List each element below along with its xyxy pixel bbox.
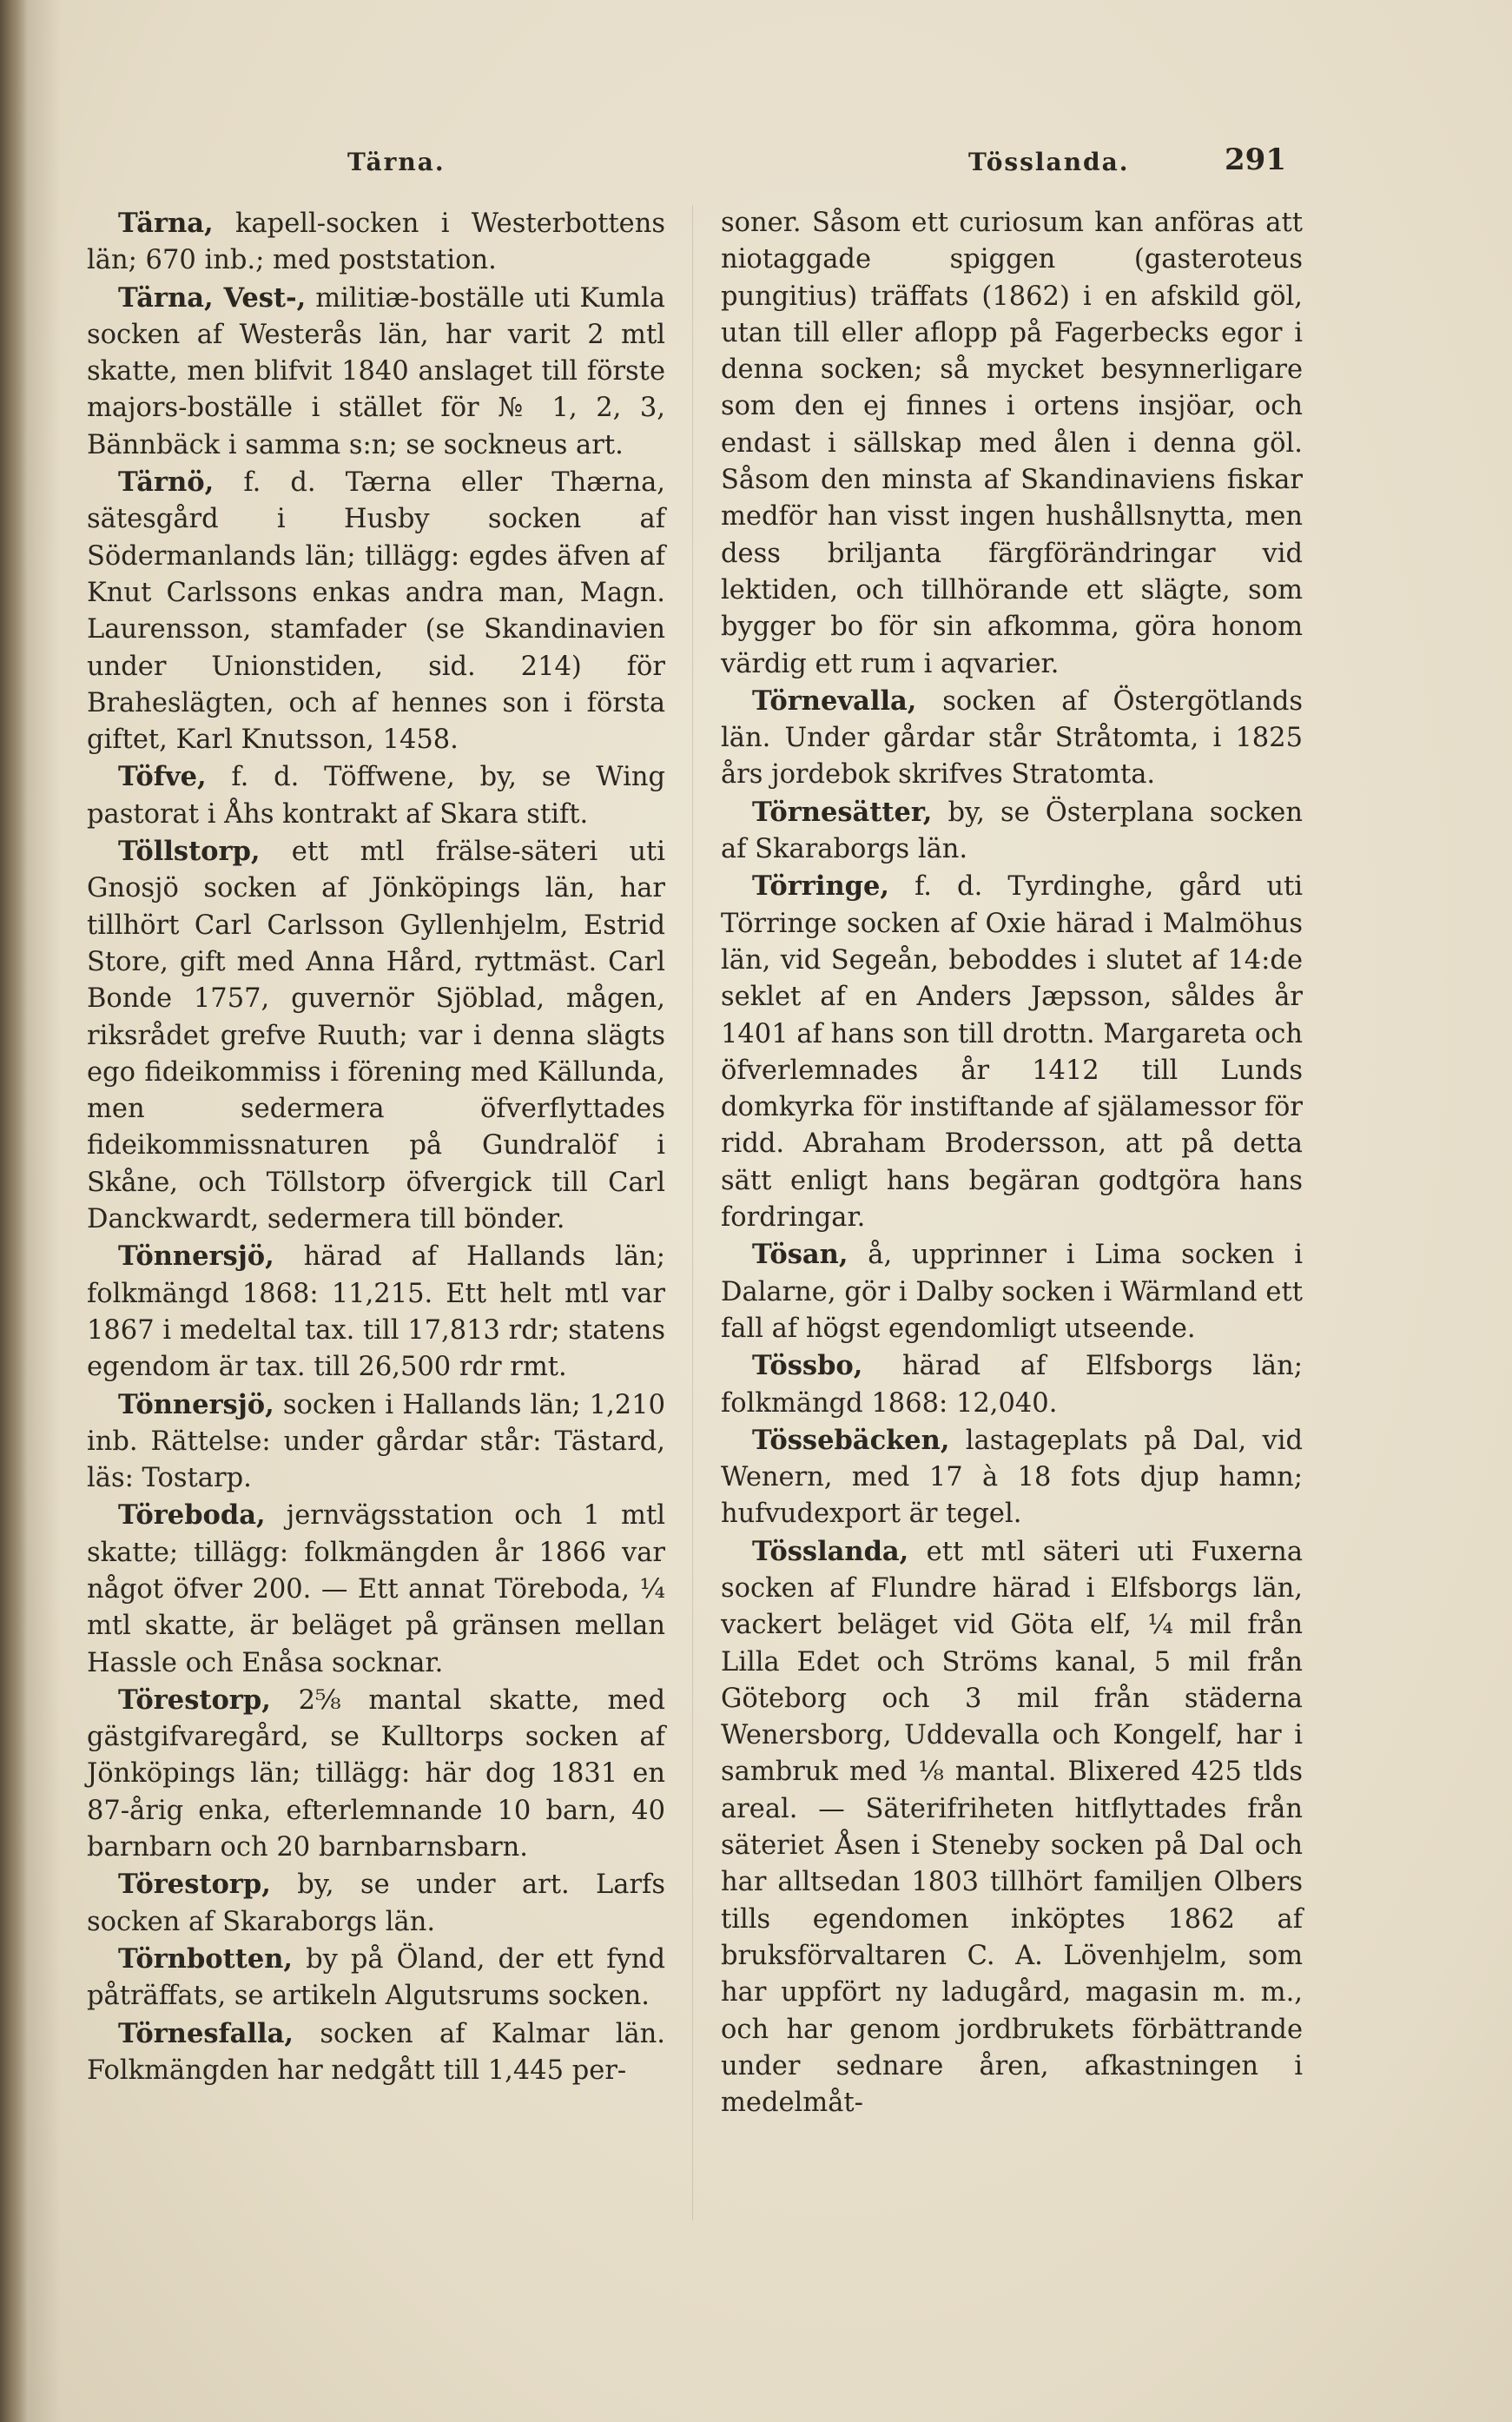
entry-text: by, se under art. Larfs socken af Skaraborgs län. xyxy=(87,1869,665,1937)
dictionary-entry xyxy=(721,868,1303,1236)
entry-headword: Töllstorp, xyxy=(118,836,261,868)
entry-text: lastageplats på Dal, vid Wenern, med 17 à 18 fots djup hamn; hufvudexport är tegel. xyxy=(721,1425,1303,1530)
entry-headword: Törringe, xyxy=(752,870,889,903)
entry-headword: Tössebäcken, xyxy=(752,1424,950,1456)
entry-headword: Töfve, xyxy=(118,761,207,793)
right-column xyxy=(721,205,1303,2121)
dictionary-entry xyxy=(87,280,665,464)
entry-text: ett mtl frälse-säteri uti Gnosjö socken af Jönköpings län, har tillhört Carl Carlsson Gyllenhjelm, Estrid Store, gift med Anna Hård, ryttmäst. Carl Bonde 1757, guvernör Sjöblad, mågen, riksrådet grefve Ruuth; var i denna slägts ego fideikommiss i förening med Källunda, men sedermera öfverflyttades fideikommissnaturen på Gundralöf i Skåne, och Töllstorp öfvergick till Carl Danckwardt, sedermera till bönder. xyxy=(87,837,665,1235)
dictionary-entry xyxy=(721,205,1303,683)
entry-text: by på Öland, der ett fynd påträffats, se artikeln Algutsrums socken. xyxy=(87,1943,665,2012)
dictionary-entry xyxy=(87,1386,665,1498)
dictionary-entry xyxy=(87,464,665,758)
entry-text: ett mtl säteri uti Fuxerna socken af Flundre härad i Elfsborgs län, vackert beläget vid Göta elf, ¹⁄₄ mil från Lilla Edet och Ströms kanal, 5 mil från Göteborg och 3 mil från städerna Wenersborg, Uddevalla och Kongelf, har i sambruk med ¹⁄₈ mantal. Blixered 425 tlds areal. — Säterifriheten hitflyttades från säteriet Åsen i Steneby socken på Dal och har alltsedan 1803 tillhört familjen Olbers tills egendomen inköptes 1862 af bruksförvaltaren C. A. Lövenhjelm, som har uppfört ny ladugård, magasin m. m., och har genom jordbrukets förbättrande under sednare åren, afkastningen i medelmåt- xyxy=(721,1536,1303,2119)
entry-text: socken af Östergötlands län. Under gårdar står Stråtomta, i 1825 års jordebok skrifves Stratomta. xyxy=(721,685,1303,791)
dictionary-entry xyxy=(87,205,665,280)
entry-text: f. d. Tærna eller Thærna, sätesgård i Husby socken af Södermanlands län; tillägg: egdes äfven af Knut Carlssons enkas andra man, Magn. Laurensson, stamfader (se Skandinavien under Unionstiden, sid. 214) för Braheslägten, och af hennes son i första giftet, Karl Knutsson, 1458. xyxy=(87,467,665,756)
page-number: 291 xyxy=(1225,142,1286,177)
entry-headword: Töreboda, xyxy=(118,1499,266,1532)
entry-text: å, upprinner i Lima socken i Dalarne, gör i Dalby socken i Wärmland ett fall af högst egendomligt utseende. xyxy=(721,1240,1303,1344)
entry-headword: Törnbotten, xyxy=(118,1942,294,1975)
dictionary-entry xyxy=(87,1682,665,1866)
entry-text: kapell-socken i Westerbottens län; 670 inb.; med poststation. xyxy=(87,208,665,276)
dictionary-entry xyxy=(721,683,1303,794)
entry-text: socken af Kalmar län. Folkmängden har nedgått till 1,445 per- xyxy=(87,2018,665,2086)
entry-headword: Tärna, xyxy=(118,208,214,239)
dictionary-entry xyxy=(721,1347,1303,1422)
dictionary-entry xyxy=(721,1422,1303,1533)
dictionary-entry xyxy=(87,1866,665,1941)
entry-headword: Tösan, xyxy=(752,1239,848,1271)
dictionary-entry xyxy=(87,1497,665,1681)
entry-text: härad af Elfsborgs län; folkmängd 1868: 12,040. xyxy=(721,1351,1303,1419)
running-header xyxy=(87,139,1337,191)
dictionary-entry xyxy=(87,2015,665,2090)
entry-headword: Tösslanda, xyxy=(752,1535,909,1567)
entry-text: soner. Såsom ett curiosum kan anföras att niotaggade spiggen (gasteroteus pungitius) träffats (1862) i en afskild göl, utan till eller aflopp på Fagerbecks egor i denna socken; så mycket besynnerligare som den ej finnes i ortens insjöar, och endast i sällskap med ålen i denna göl. Såsom den minsta af Skandinaviens fiskar medför han visst ingen hushållsnytta, men dess briljanta färgförändringar vid lektiden, och tillhörande ett slägte, som bygger bo för sin afkomma, göra honom värdig ett rum i aqvarier. xyxy=(721,208,1303,679)
entry-text: militiæ-boställe uti Kumla socken af Westerås län, har varit 2 mtl skatte, men blifvit 1840 anslaget till förste majors-boställe i stället för № 1, 2, 3, Bännbäck i samma s:n; se sockneus art. xyxy=(87,282,665,460)
entry-text: socken i Hallands län; 1,210 inb. Rättelse: under gårdar står: Tästard, läs: Tostarp. xyxy=(87,1389,665,1494)
right-running-head: Tösslanda. xyxy=(968,148,1130,176)
entry-text: jernvägsstation och 1 mtl skatte; tillägg: folkmängden år 1866 var något öfver 200. — Ett annat Töreboda, ¹⁄₄ mtl skatte, är beläget på gränsen mellan Hassle och Enåsa socknar. xyxy=(87,1500,665,1678)
dictionary-entry xyxy=(87,1238,665,1386)
left-running-head: Tärna. xyxy=(347,148,446,176)
dictionary-entry xyxy=(87,758,665,833)
page-gutter-shadow xyxy=(0,0,35,2422)
entry-headword: Tössbo, xyxy=(752,1350,863,1382)
entry-text: f. d. Töffwene, by, se Wing pastorat i Åhs kontrakt af Skara stift. xyxy=(87,762,665,830)
entry-headword: Törestorp, xyxy=(118,1684,271,1716)
left-column xyxy=(87,205,665,2089)
entry-headword: Tönnersjö, xyxy=(118,1388,274,1420)
column-divider xyxy=(692,205,693,2220)
dictionary-entry xyxy=(87,1941,665,2015)
entry-headword: Törnevalla, xyxy=(752,685,917,717)
entry-headword: Törnesfalla, xyxy=(118,2017,294,2049)
dictionary-entry xyxy=(721,1533,1303,2122)
dictionary-entry xyxy=(721,1236,1303,1347)
dictionary-entry xyxy=(721,794,1303,869)
entry-headword: Tärnö, xyxy=(118,467,215,499)
entry-text: by, se Österplana socken af Skaraborgs län. xyxy=(721,797,1303,865)
entry-headword: Tönnersjö, xyxy=(118,1241,274,1273)
entry-text: f. d. Tyrdinghe, gård uti Törringe socken af Oxie härad i Malmöhus län, vid Segeån, beboddes i slutet af 14:de seklet af en Anders Jæpsson, såldes år 1401 af hans son till drottn. Margareta och öfverlemnades år 1412 till Lunds domkyrka för instiftande af själamessor för ridd. Abraham Brodersson, att på detta sätt enligt hans begäran godtgöra hans fordringar. xyxy=(721,871,1303,1234)
entry-headword: Törnesätter, xyxy=(752,796,933,828)
entry-text: härad af Hallands län; folkmängd 1868: 11,215. Ett helt mtl var 1867 i medeltal tax. till 17,813 rdr; statens egendom är tax. till 26,500 rdr rmt. xyxy=(87,1241,666,1383)
entry-headword: Törestorp, xyxy=(118,1869,271,1901)
entry-headword: Tärna, Vest-, xyxy=(118,281,307,314)
entry-text: 2⁵⁄₈ mantal skatte, med gästgifvaregård, se Kulltorps socken af Jönköpings län; tillägg: här dog 1831 en 87-årig enka, efterlemnande 10 barn, 40 barnbarn och 20 barnbarnsbarn. xyxy=(87,1684,665,1863)
dictionary-entry xyxy=(87,833,665,1238)
